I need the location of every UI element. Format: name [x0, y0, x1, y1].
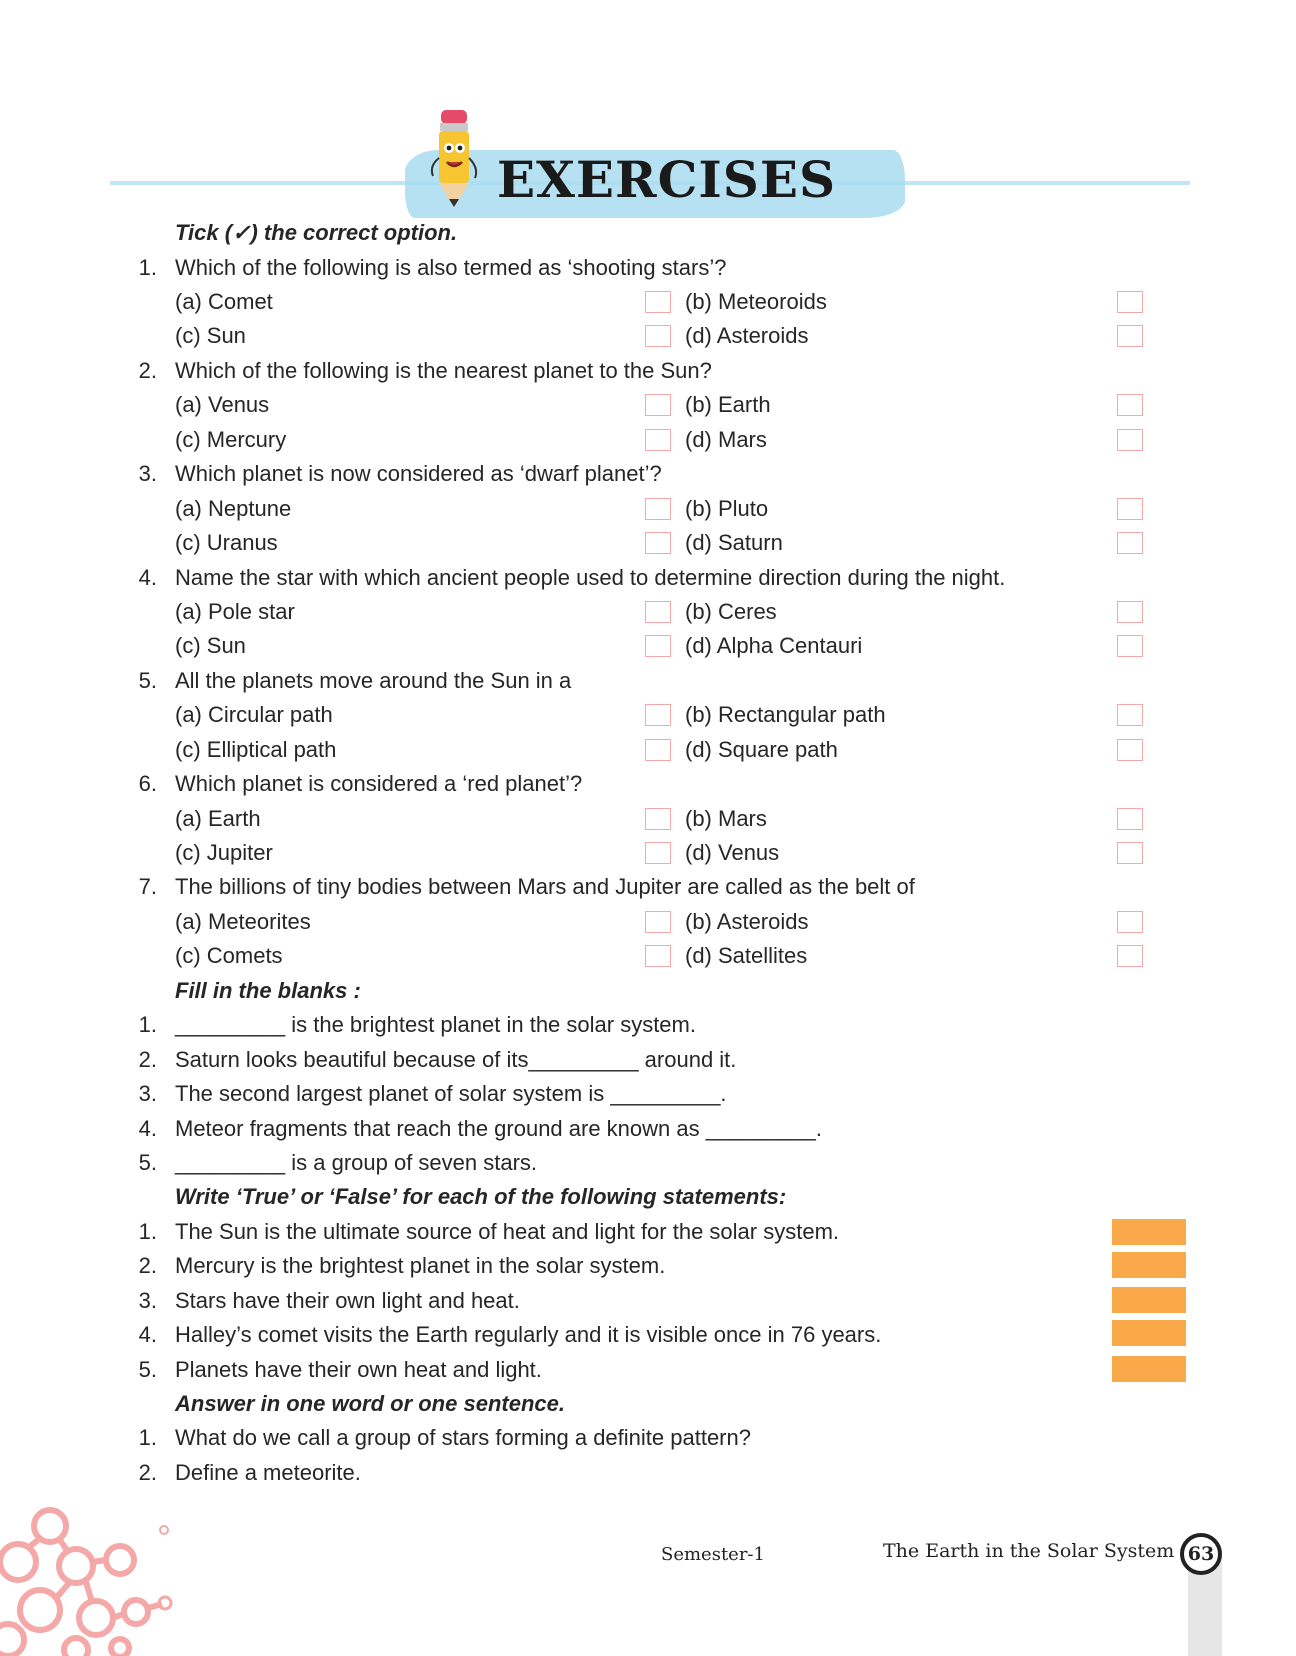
question-number: 5. — [138, 668, 157, 693]
option-a: (a) Pole star — [175, 599, 295, 624]
option-b: (b) Earth — [685, 392, 771, 417]
checkbox-option-a[interactable] — [645, 498, 671, 520]
item-text: What do we call a group of stars forming a definite pattern? — [175, 1425, 751, 1450]
question-number: 2. — [138, 358, 157, 383]
checkbox-option-d[interactable] — [1117, 325, 1143, 347]
true-false-answer-box[interactable] — [1112, 1287, 1186, 1313]
item-number: 5. — [138, 1357, 157, 1382]
true-false-answer-box[interactable] — [1112, 1356, 1186, 1382]
question-number: 4. — [138, 565, 157, 590]
checkbox-option-d[interactable] — [1117, 532, 1143, 554]
checkbox-option-c[interactable] — [645, 635, 671, 657]
option-d: (d) Venus — [685, 840, 780, 865]
option-b: (b) Asteroids — [685, 909, 809, 934]
checkbox-option-c[interactable] — [645, 739, 671, 761]
checkbox-option-a[interactable] — [645, 394, 671, 416]
question-text: Which of the following is the nearest planet to the Sun? — [175, 358, 712, 383]
footer-chapter-title: The Earth in the Solar System — [883, 1540, 1175, 1562]
checkbox-option-a[interactable] — [645, 911, 671, 933]
molecule-decoration-icon — [0, 1500, 180, 1656]
checkbox-option-b[interactable] — [1117, 394, 1143, 416]
item-text: Stars have their own light and heat. — [175, 1288, 520, 1313]
checkbox-option-b[interactable] — [1117, 498, 1143, 520]
option-d: (d) Saturn — [685, 530, 783, 555]
option-c: (c) Uranus — [175, 530, 278, 555]
question-number: 6. — [138, 771, 157, 796]
item-text: _________ is the brightest planet in the solar system. — [175, 1012, 696, 1037]
question-number: 1. — [138, 255, 157, 280]
item-text: Planets have their own heat and light. — [175, 1357, 542, 1382]
section-3-title: Write ‘True’ or ‘False’ for each of the following statements: — [175, 1184, 787, 1209]
item-text: _________ is a group of seven stars. — [175, 1150, 538, 1175]
true-false-answer-box[interactable] — [1112, 1320, 1186, 1346]
item-text: Halley’s comet visits the Earth regularly and it is visible once in 76 years. — [175, 1322, 882, 1347]
item-number: 4. — [138, 1116, 157, 1141]
option-b: (b) Ceres — [685, 599, 777, 624]
checkbox-option-b[interactable] — [1117, 291, 1143, 313]
checkbox-option-b[interactable] — [1117, 808, 1143, 830]
checkbox-option-c[interactable] — [645, 429, 671, 451]
item-text: The Sun is the ultimate source of heat and light for the solar system. — [175, 1219, 840, 1244]
checkbox-option-d[interactable] — [1117, 945, 1143, 967]
item-text: Meteor fragments that reach the ground are known as _________. — [175, 1116, 822, 1141]
option-d: (d) Alpha Centauri — [685, 633, 863, 658]
item-number: 2. — [138, 1253, 157, 1278]
checkbox-option-b[interactable] — [1117, 911, 1143, 933]
section-4-title: Answer in one word or one sentence. — [175, 1391, 565, 1416]
item-number: 3. — [138, 1081, 157, 1106]
question-text: Name the star with which ancient people used to determine direction during the night. — [175, 565, 1006, 590]
checkbox-option-a[interactable] — [645, 808, 671, 830]
question-text: Which of the following is also termed as ‘shooting stars’? — [175, 255, 727, 280]
checkbox-option-a[interactable] — [645, 601, 671, 623]
item-number: 4. — [138, 1322, 157, 1347]
option-b: (b) Rectangular path — [685, 702, 886, 727]
item-text: Mercury is the brightest planet in the solar system. — [175, 1253, 666, 1278]
option-c: (c) Mercury — [175, 427, 287, 452]
item-number: 5. — [138, 1150, 157, 1175]
option-c: (c) Comets — [175, 943, 283, 968]
checkbox-option-d[interactable] — [1117, 429, 1143, 451]
option-d: (d) Asteroids — [685, 323, 809, 348]
option-a: (a) Earth — [175, 806, 261, 831]
checkbox-option-c[interactable] — [645, 842, 671, 864]
checkbox-option-c[interactable] — [645, 945, 671, 967]
item-number: 2. — [138, 1460, 157, 1485]
item-number: 3. — [138, 1288, 157, 1313]
pencil-mascot-icon — [423, 110, 483, 210]
question-text: Which planet is now considered as ‘dwarf planet’? — [175, 461, 662, 486]
option-b: (b) Pluto — [685, 496, 769, 521]
option-b: (b) Mars — [685, 806, 767, 831]
checkbox-option-c[interactable] — [645, 325, 671, 347]
footer-semester: Semester-1 — [661, 1544, 765, 1565]
question-number: 3. — [138, 461, 157, 486]
section-1-title: Tick (✓) the correct option. — [175, 220, 458, 245]
checkbox-option-a[interactable] — [645, 704, 671, 726]
item-text: Saturn looks beautiful because of its_________ around it. — [175, 1047, 737, 1072]
checkbox-option-d[interactable] — [1117, 739, 1143, 761]
true-false-answer-box[interactable] — [1112, 1252, 1186, 1278]
checkbox-option-a[interactable] — [645, 291, 671, 313]
option-c: (c) Elliptical path — [175, 737, 337, 762]
question-number: 7. — [138, 874, 157, 899]
option-c: (c) Sun — [175, 323, 246, 348]
item-number: 1. — [138, 1012, 157, 1037]
true-false-answer-box[interactable] — [1112, 1219, 1186, 1245]
option-a: (a) Neptune — [175, 496, 292, 521]
option-c: (c) Sun — [175, 633, 246, 658]
item-text: The second largest planet of solar system is _________. — [175, 1081, 727, 1106]
checkbox-option-b[interactable] — [1117, 704, 1143, 726]
option-a: (a) Circular path — [175, 702, 333, 727]
item-text: Define a meteorite. — [175, 1460, 361, 1485]
question-text: Which planet is considered a ‘red planet’? — [175, 771, 583, 796]
option-d: (d) Satellites — [685, 943, 808, 968]
checkbox-option-d[interactable] — [1117, 635, 1143, 657]
option-a: (a) Comet — [175, 289, 273, 314]
question-text: All the planets move around the Sun in a — [175, 668, 572, 693]
option-d: (d) Mars — [685, 427, 767, 452]
item-number: 1. — [138, 1219, 157, 1244]
checkbox-option-d[interactable] — [1117, 842, 1143, 864]
option-d: (d) Square path — [685, 737, 838, 762]
option-c: (c) Jupiter — [175, 840, 273, 865]
page-number: 63 — [1180, 1533, 1222, 1575]
item-number: 1. — [138, 1425, 157, 1450]
option-b: (b) Meteoroids — [685, 289, 827, 314]
checkbox-option-c[interactable] — [645, 532, 671, 554]
page-title: EXERCISES — [497, 150, 837, 209]
question-text: The billions of tiny bodies between Mars and Jupiter are called as the belt of — [175, 874, 915, 899]
item-number: 2. — [138, 1047, 157, 1072]
option-a: (a) Meteorites — [175, 909, 311, 934]
section-2-title: Fill in the blanks : — [175, 978, 361, 1003]
checkbox-option-b[interactable] — [1117, 601, 1143, 623]
option-a: (a) Venus — [175, 392, 270, 417]
